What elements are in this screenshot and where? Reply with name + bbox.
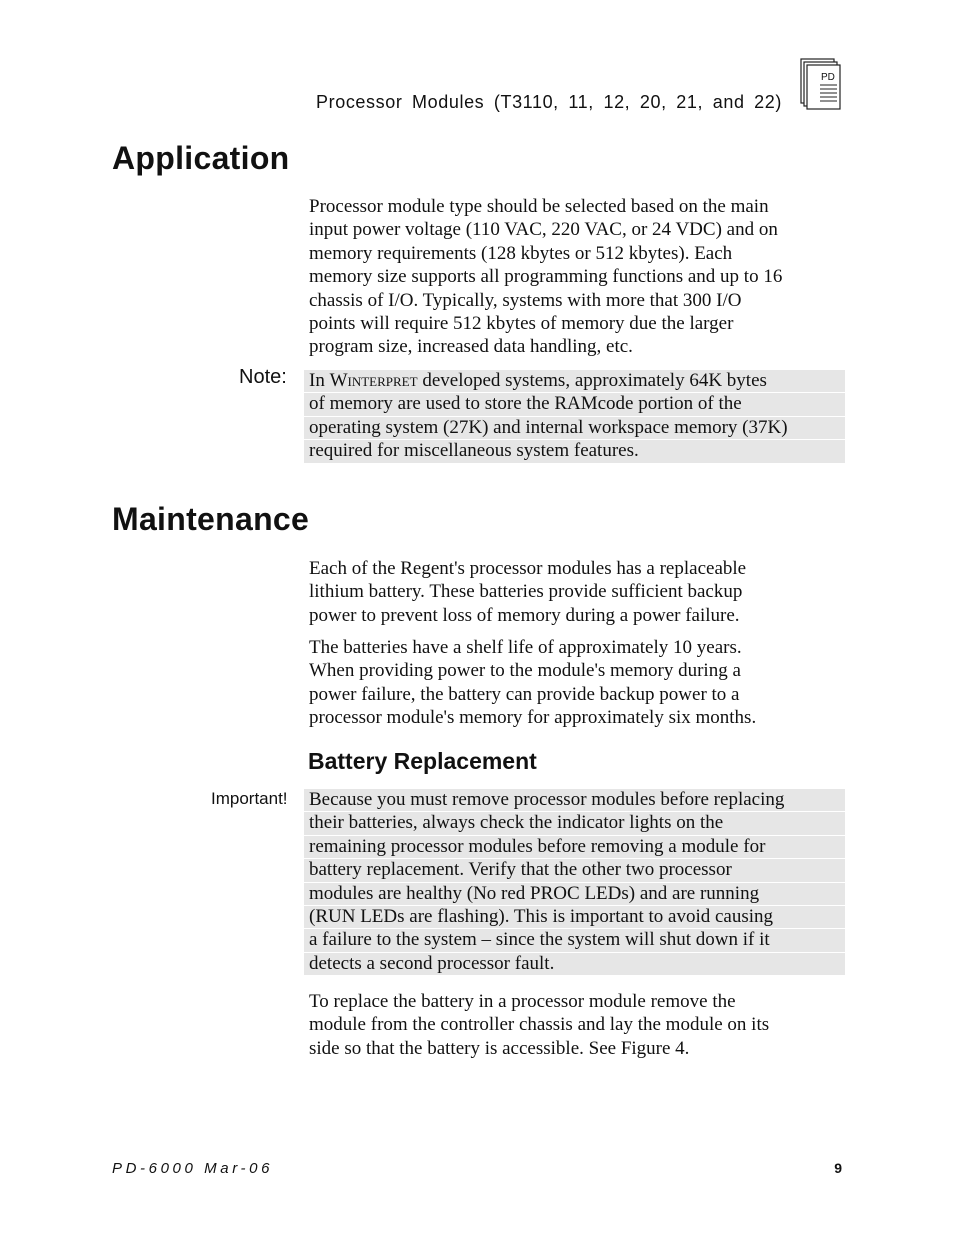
important-line: their batteries, always check the indicator lights on the (304, 812, 845, 834)
footer-doc-id: PD-6000 Mar-06 (112, 1160, 274, 1177)
text-line: power to prevent loss of memory during a power failure. (309, 604, 740, 626)
winterpret-brand: Winterpret (329, 370, 418, 391)
text-line: To replace the battery in a processor module remove the (309, 991, 736, 1012)
text-line: Processor module type should be selected based on the main (309, 196, 769, 217)
text-line: points will require 512 kbytes of memory due the larger (309, 313, 734, 335)
pd-logo-text: PD (821, 72, 835, 83)
important-line: Because you must remove processor modules before replacing (304, 789, 845, 811)
important-line: detects a second processor fault. (304, 953, 845, 975)
important-box (304, 789, 845, 976)
important-line: modules are healthy (No red PROC LEDs) and are running (304, 883, 845, 905)
text-line: memory requirements (128 kbytes or 512 kbytes). Each (309, 242, 733, 264)
note-line: required for miscellaneous system features. (304, 440, 845, 462)
text-line: side so that the battery is accessible. See Figure 4. (309, 1037, 690, 1059)
text-line: processor module's memory for approximately six months. (309, 707, 757, 729)
text-line: Each of the Regent's processor modules has a replaceable (309, 558, 747, 579)
text-line: The batteries have a shelf life of approximately 10 years. (309, 637, 742, 658)
pd-document-icon (800, 58, 842, 110)
maintenance-paragraph-1 (309, 557, 849, 627)
text-line: When providing power to the module's memory during a (309, 660, 741, 682)
running-header: Processor Modules (T3110, 11, 12, 20, 21, and 22) (316, 92, 782, 112)
heading-application: Application (112, 140, 290, 176)
text-line: memory size supports all programming functions and up to 16 (309, 266, 783, 288)
text-line: lithium battery. These batteries provide sufficient backup (309, 581, 743, 603)
note-line: of memory are used to store the RAMcode portion of the (304, 393, 845, 415)
maintenance-paragraph-2 (309, 636, 849, 730)
heading-maintenance: Maintenance (112, 501, 310, 537)
application-paragraph (309, 195, 849, 359)
text-line: module from the controller chassis and lay the module on its (309, 1014, 770, 1036)
text-line: chassis of I/O. Typically, systems with more that 300 I/O (309, 289, 742, 311)
text-line: power failure, the battery can provide backup power to a (309, 683, 740, 705)
text-line: input power voltage (110 VAC, 220 VAC, or 24 VDC) and on (309, 219, 778, 241)
important-label: Important! (211, 789, 288, 808)
text-line: program size, increased data handling, etc. (309, 336, 633, 358)
important-line: a failure to the system – since the system will shut down if it (304, 929, 845, 951)
note-line: operating system (27K) and internal workspace memory (37K) (304, 417, 845, 439)
heading-battery-replacement: Battery Replacement (308, 748, 537, 774)
important-line: remaining processor modules before removing a module for (304, 836, 845, 858)
battery-paragraph (309, 990, 849, 1060)
important-line: battery replacement. Verify that the other two processor (304, 859, 845, 881)
note-line: In Winterpret developed systems, approximately 64K bytes (304, 370, 845, 392)
note-label: Note: (239, 366, 287, 388)
page-number: 9 (834, 1160, 842, 1176)
note-box (304, 370, 845, 464)
important-line: (RUN LEDs are flashing). This is important to avoid causing (304, 906, 845, 928)
